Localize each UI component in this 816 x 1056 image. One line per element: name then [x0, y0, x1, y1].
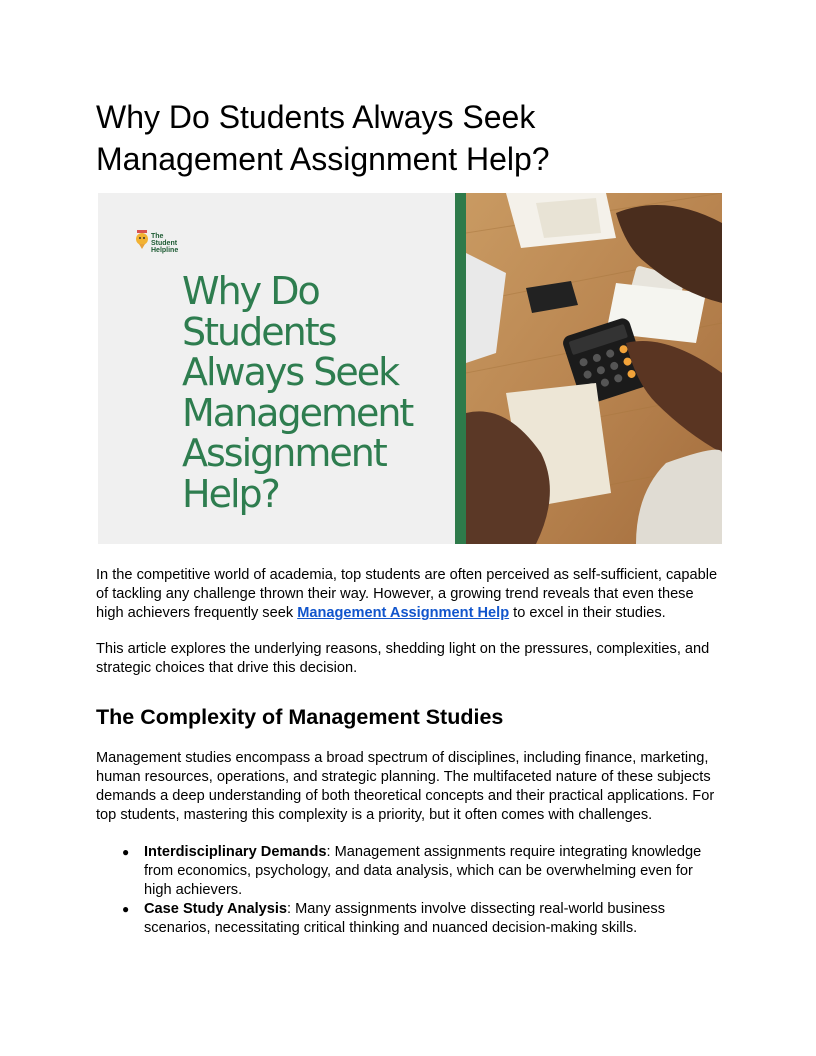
list-item-term: Case Study Analysis: [144, 901, 288, 917]
management-assignment-help-link[interactable]: Management Assignment Help: [297, 605, 510, 621]
section-body-paragraph: Management studies encompass a broad spectrum of disciplines, including finance, marketing, human resources, operations, and strategic planning. The multifaceted nature of these subjects demands a deep understanding of both theoretical concepts and their practical applications. For top students, mastering this complexity is a priority, but it often comes with challenges.: [96, 750, 715, 823]
brand-name: The Student: [151, 233, 178, 247]
hero-heading-line: Help?: [182, 471, 279, 516]
list-item-text: : Many assignments involve dissecting real-world business scenarios, necessitating critical thinking and nuanced decision-making skills.: [144, 901, 666, 936]
hero-heading-line: Management: [182, 390, 413, 435]
brand-logo: [134, 228, 194, 252]
article-overview-paragraph: This article explores the underlying reasons, shedding light on the pressures, complexities, and strategic choices that drive this decision.: [96, 641, 710, 676]
hero-heading: [182, 271, 452, 515]
hero-heading-line: Students: [182, 309, 336, 354]
brand-subname: Helpline: [151, 247, 179, 254]
list-item-text: : Management assignments require integrating knowledge from economics, psychology, and data analysis, which can be overwhelming even for high achievers.: [144, 844, 702, 898]
hero-banner: [98, 193, 722, 544]
hero-heading-line: Assignment: [182, 431, 386, 476]
hero-heading-line: Always Seek: [182, 350, 399, 395]
hero-divider: [455, 193, 466, 544]
bullet-icon: ●: [122, 845, 130, 859]
hero-heading-line: Why Do: [182, 269, 319, 313]
section-heading: The Complexity of Management Studies: [96, 705, 504, 729]
list-item-term: Interdisciplinary Demands: [144, 844, 327, 860]
bullet-icon: ●: [122, 902, 130, 916]
document-title: Why Do Students Always Seek Management Assignment Help?: [96, 99, 550, 177]
desk-calculator-photo: [466, 193, 722, 544]
list-item: [96, 900, 724, 938]
pencil-mascot-icon: [134, 228, 152, 250]
list-item: [96, 843, 724, 900]
intro-paragraph: In the competitive world of academia, top students are often perceived as self-sufficient, capable of tackling any challenge thrown their way. However, a growing trend reveals that even these high achievers frequently seek Management Assignment Help to excel in their studies.: [96, 567, 718, 621]
bullet-list: [96, 843, 724, 938]
